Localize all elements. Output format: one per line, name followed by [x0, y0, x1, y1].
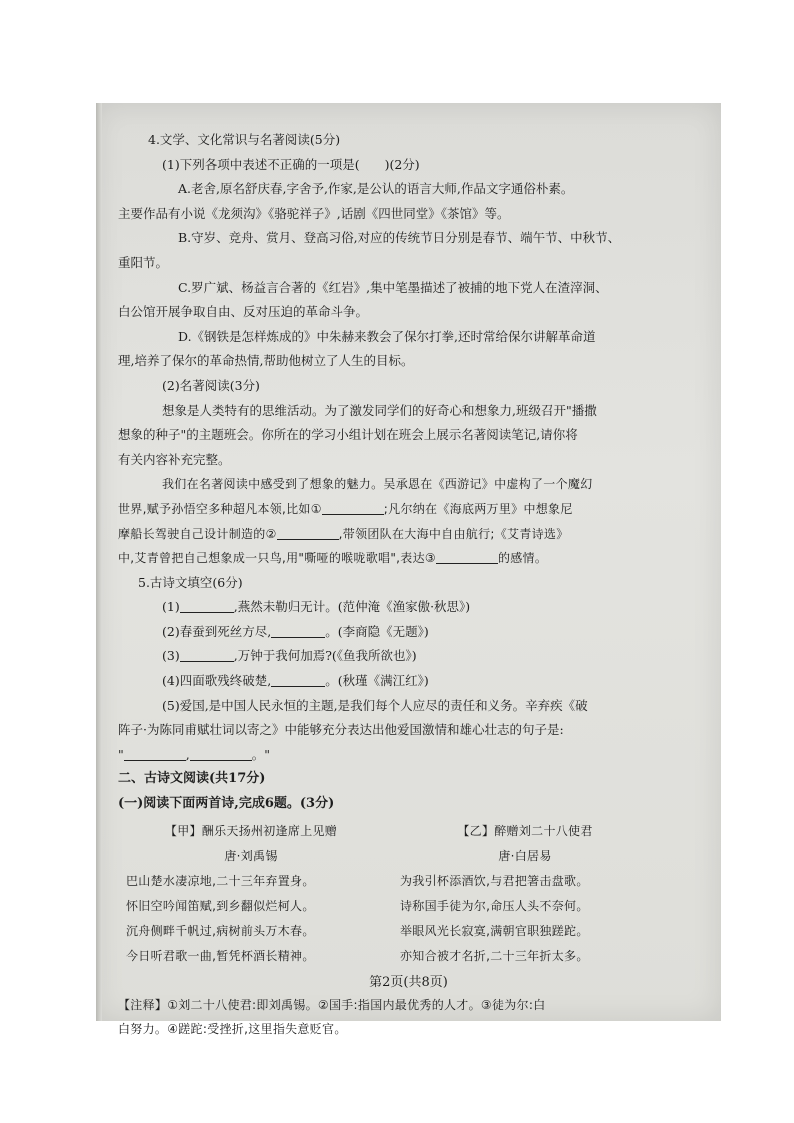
q4-option-b-line1: B.守岁、竞舟、赏月、登高习俗,对应的传统节日分别是春节、端午节、中秋节、	[178, 230, 621, 246]
q5-item5-line3: " , 。"	[118, 746, 270, 762]
poem-jia-line: 怀旧空吟闻笛赋,到乡翻似烂柯人。	[126, 898, 315, 913]
fill-blank-3[interactable]	[180, 647, 234, 662]
q4-sub2: (2)名著阅读(3分)	[162, 377, 260, 393]
poem-yi-title: 【乙】醉赠刘二十八使君	[457, 823, 593, 838]
q5-item2: (2)春蚕到死丝方尽, 。(李商隐《无题》)	[162, 623, 429, 639]
q5-item5-line1: (5)爱国,是中国人民永恒的主题,是我们每个人应尽的责任和义务。辛弃疾《破	[162, 697, 588, 713]
q4-sub1: (1)下列各项中表述不正确的一项是( )(2分)	[162, 156, 420, 172]
fill-blank-5a[interactable]	[124, 746, 186, 761]
q5-item4: (4)四面歌残终破楚, 。(秋瑾《满江红》)	[162, 673, 429, 689]
q5-item1: (1) ,燕然未勒归无计。(范仲淹《渔家傲·秋思》)	[162, 599, 471, 615]
fill-blank-5b[interactable]	[190, 746, 252, 761]
poem-jia	[126, 819, 376, 969]
poem-yi-line: 亦知合被才名折,二十三年折太多。	[400, 948, 589, 963]
poem-jia-title: 【甲】酬乐天扬州初逢席上见赠	[164, 823, 338, 838]
exam-content	[118, 128, 638, 1042]
q4-option-d-line2: 理,培养了保尔的革命热情,帮助他树立了人生的目标。	[118, 353, 414, 369]
q4-option-b-line2: 重阳节。	[118, 254, 169, 270]
annotation-line2: 白努力。④蹉跎:受挫折,这里指失意贬官。	[118, 1022, 347, 1037]
q5-item5-line2: 阵子·为陈同甫赋壮词以寄之》中能够充分表达出他爱国激情和雄心壮志的句子是:	[118, 722, 564, 738]
poem-jia-line: 巴山楚水凄凉地,二十三年弃置身。	[126, 873, 315, 888]
page-edge-shadow	[96, 103, 102, 1021]
q4-sub2-line1: 想象是人类特有的思维活动。为了激发同学们的好奇心和想象力,班级召开"播撒	[162, 402, 597, 418]
q4-option-d-line1: D.《钢铁是怎样炼成的》中朱赫来教会了保尔打拳,还时常给保尔讲解革命道	[178, 328, 596, 344]
answer-blank-3[interactable]	[436, 549, 498, 564]
q4-sub2-line2: 想象的种子"的主题班会。你所在的学习小组计划在班会上展示名著阅读笔记,请你将	[118, 427, 578, 443]
q5-heading: 5.古诗文填空(6分)	[138, 574, 243, 590]
fill-blank-1[interactable]	[180, 598, 234, 613]
section2-part1: (一)阅读下面两首诗,完成6题。(3分)	[118, 796, 335, 812]
reading-note-line1: 我们在名著阅读中感受到了想象的魅力。吴承恩在《西游记》中虚构了一个魔幻	[162, 477, 593, 492]
q4-option-a-line2: 主要作品有小说《龙须沟》《骆驼祥子》,话剧《四世同堂》《茶馆》等。	[118, 205, 510, 221]
poem-jia-line: 今日听君歌一曲,暂凭杯酒长精神。	[126, 948, 315, 963]
answer-blank-2[interactable]	[277, 525, 339, 540]
q4-option-c-line1: C.罗广斌、杨益言合著的《红岩》,集中笔墨描述了被捕的地下党人在渣滓洞、	[178, 279, 608, 295]
answer-blank-1[interactable]	[322, 500, 384, 515]
fill-blank-2[interactable]	[271, 623, 325, 638]
q4-option-a-line1: A.老舍,原名舒庆春,字舍予,作家,是公认的语言大师,作品文字通俗朴素。	[178, 181, 574, 197]
q4-heading: 4.文学、文化常识与名著阅读(5分)	[148, 132, 341, 147]
reading-note-line4: 中,艾青曾把自己想象成一只鸟,用"嘶哑的喉咙歌唱",表达③ 的感情。	[118, 551, 548, 566]
poem-yi-author: 唐·白居易	[498, 848, 552, 863]
poem-yi-line: 举眼风光长寂寞,满朝官职独蹉跎。	[400, 923, 589, 938]
poem-yi	[400, 819, 650, 969]
q5-item3: (3) ,万钟于我何加焉?(《鱼我所欲也》)	[162, 648, 417, 664]
q4-sub2-line3: 有关内容补充完整。	[118, 451, 231, 467]
reading-note-line3: 摩船长驾驶自己设计制造的② ,带领团队在大海中自由航行;《艾青诗选》	[118, 526, 569, 541]
poem-yi-line: 为我引杯添酒饮,与君把箸击盘歌。	[400, 873, 589, 888]
poem-yi-line: 诗称国手徒为尔,命压人头不奈何。	[400, 898, 589, 913]
page-footer: 第2页(共8页)	[369, 975, 448, 990]
reading-note-line2: 世界,赋予孙悟空多种超凡本领,比如① ;凡尔纳在《海底两万里》中想象尼	[118, 501, 573, 516]
q4-option-c-line2: 白公馆开展争取自由、反对压迫的革命斗争。	[118, 304, 369, 320]
poems-block	[118, 819, 638, 979]
section2-heading: 二、古诗文阅读(共17分)	[118, 771, 266, 787]
annotation-line1: 【注释】①刘二十八使君:即刘禹锡。②国手:指国内最优秀的人才。③徒为尔:白	[118, 997, 546, 1012]
poem-jia-author: 唐·刘禹锡	[224, 848, 278, 863]
fill-blank-4[interactable]	[271, 672, 325, 687]
poem-jia-line: 沉舟侧畔千帆过,病树前头万木春。	[126, 923, 315, 938]
